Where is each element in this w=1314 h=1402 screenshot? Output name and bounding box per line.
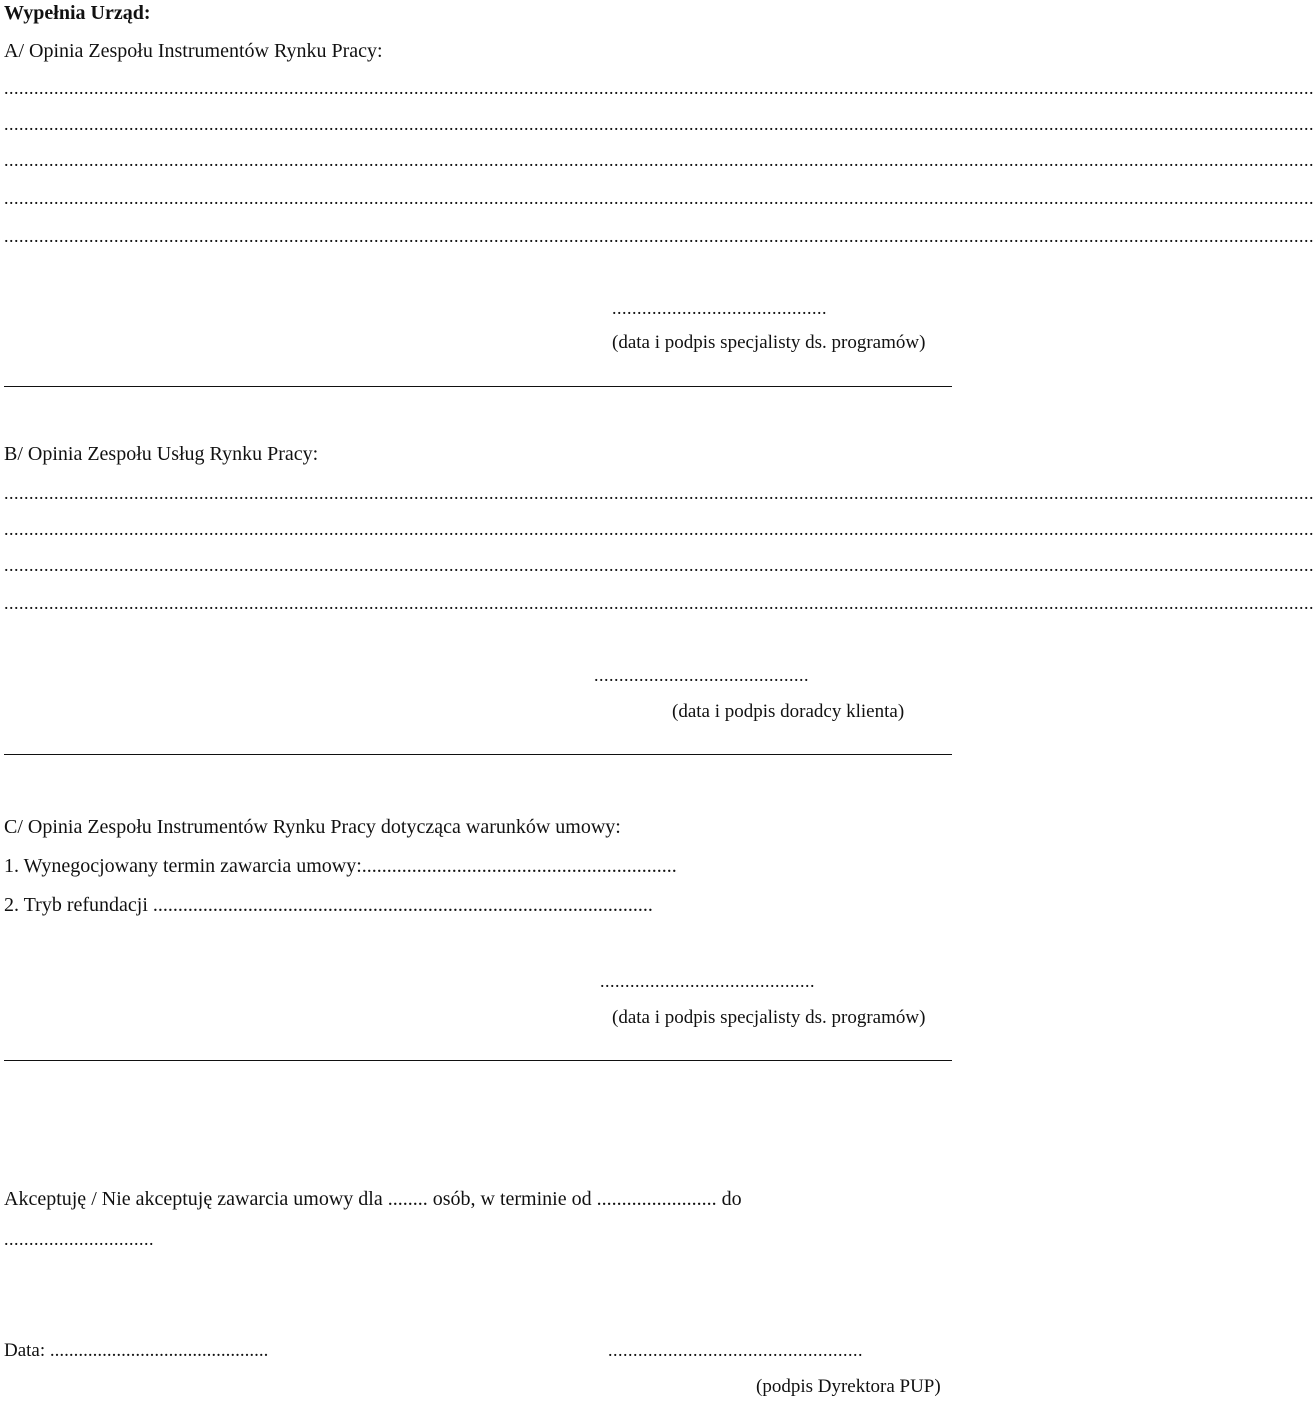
section-c-signature-dots[interactable]: ...........................................: [600, 971, 815, 991]
section-b-dotted-line-4[interactable]: ......................................................................................................................................................................................................................................................................: [4, 593, 1314, 613]
footer-date-line[interactable]: Data: ..............................................: [4, 1340, 269, 1361]
section-b-heading: B/ Opinia Zespołu Usług Rynku Pracy:: [4, 443, 319, 465]
section-a-heading: A/ Opinia Zespołu Instrumentów Rynku Pracy:: [4, 40, 383, 62]
section-a-signature-caption: (data i podpis specjalisty ds. programów): [612, 332, 926, 353]
section-c-item-1[interactable]: 1. Wynegocjowany termin zawarcia umowy:...............................................................: [4, 855, 677, 877]
footer-director-caption: (podpis Dyrektora PUP): [756, 1376, 941, 1397]
section-c-signature-caption: (data i podpis specjalisty ds. programów): [612, 1007, 926, 1028]
decision-line-2[interactable]: ..............................: [4, 1229, 154, 1249]
section-a-dotted-line-5[interactable]: ......................................................................................................................................................................................................................................................................: [4, 226, 1314, 246]
section-c-heading: C/ Opinia Zespołu Instrumentów Rynku Pracy dotycząca warunków umowy:: [4, 816, 621, 838]
section-b-signature-caption: (data i podpis doradcy klienta): [672, 701, 905, 722]
section-a-dotted-line-4[interactable]: ......................................................................................................................................................................................................................................................................: [4, 188, 1314, 208]
section-a-dotted-line-3[interactable]: ......................................................................................................................................................................................................................................................................: [4, 150, 1314, 170]
section-a-dotted-line-1[interactable]: ......................................................................................................................................................................................................................................................................: [4, 78, 1314, 98]
section-b-dotted-line-3[interactable]: ......................................................................................................................................................................................................................................................................: [4, 555, 1314, 575]
section-a-signature-dots[interactable]: ...........................................: [612, 298, 827, 318]
section-a-divider: [4, 386, 952, 387]
section-b-divider: [4, 754, 952, 755]
section-a-dotted-line-2[interactable]: ......................................................................................................................................................................................................................................................................: [4, 114, 1314, 134]
footer-director-dots[interactable]: ...................................................: [608, 1340, 863, 1360]
section-c-item-2[interactable]: 2. Tryb refundacji ....................................................................................................: [4, 894, 653, 916]
decision-line-1[interactable]: Akceptuję / Nie akceptuję zawarcia umowy dla ........ osób, w terminie od ........................ do: [4, 1188, 742, 1210]
section-b-signature-dots[interactable]: ...........................................: [594, 665, 809, 685]
page-title: Wypełnia Urząd:: [4, 2, 151, 24]
section-b-dotted-line-2[interactable]: ......................................................................................................................................................................................................................................................................: [4, 519, 1314, 539]
section-b-dotted-line-1[interactable]: ......................................................................................................................................................................................................................................................................: [4, 483, 1314, 503]
section-c-divider: [4, 1060, 952, 1061]
